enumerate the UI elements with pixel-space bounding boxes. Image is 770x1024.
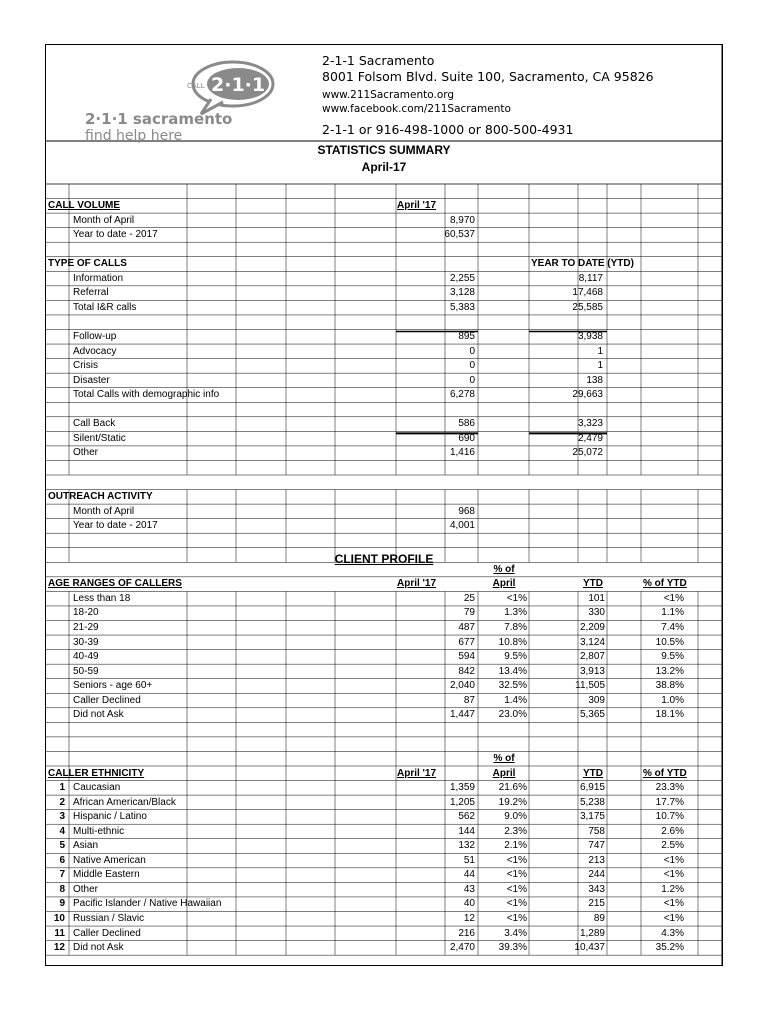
call-type-ytd-value: 3,938 (577, 331, 603, 342)
age-month-value: 1,447 (449, 709, 475, 721)
ethnicity-label: Russian / Slavic (73, 913, 145, 924)
call-type-label: Crisis (73, 360, 98, 372)
ethnicity-number: 6 (59, 854, 65, 866)
age-range-label: Less than 18 (73, 592, 131, 604)
age-month-header: April '17 (397, 578, 437, 590)
call-type-month-value: 0 (469, 345, 475, 357)
call-type-month-value: 5,383 (449, 301, 475, 313)
call-type-ytd-value: 8,117 (578, 272, 603, 284)
age-ytd-value: 309 (588, 694, 605, 706)
eth-month-header: April '17 (397, 767, 437, 779)
call-type-label: Follow-up (73, 331, 117, 342)
call-type-ytd-value: 29,663 (572, 389, 603, 401)
call-volume-label: Month of April (73, 214, 135, 226)
ytd-heading: YEAR TO DATE (YTD) (531, 258, 634, 270)
age-pct-value: 13.4% (498, 665, 527, 677)
ethnicity-number: 10 (53, 913, 65, 924)
call-type-ytd-value: 3,323 (577, 418, 603, 430)
eth-month-value: 144 (458, 825, 475, 837)
age-ytd-value: 101 (588, 592, 605, 604)
age-pct-ytd-header: % of YTD (643, 578, 687, 590)
age-month-value: 677 (458, 636, 475, 648)
eth-month-value: 2,470 (449, 942, 475, 954)
page-title: STATISTICS SUMMARY (317, 143, 451, 157)
age-pct-ytd-value: 38.8% (655, 680, 684, 692)
age-ytd-value: 11,505 (575, 680, 605, 692)
eth-pct-ytd-value: 35.2% (655, 942, 684, 954)
eth-pct-value: 2.1% (504, 840, 527, 852)
ethnicity-number: 8 (59, 883, 65, 895)
outreach-label: Year to date - 2017 (73, 520, 158, 532)
logo-tagline: find help here (85, 128, 183, 144)
call-type-month-value: 0 (469, 360, 475, 372)
eth-pct-ytd-value: <1% (663, 898, 684, 910)
age-range-label: 40-49 (73, 651, 99, 663)
call-volume-label: Year to date - 2017 (73, 229, 158, 241)
ethnicity-number: 1 (59, 782, 65, 794)
age-pct-value: <1% (506, 592, 527, 604)
client-profile-heading: CLIENT PROFILE (334, 552, 434, 566)
age-ytd-value: 3,124 (579, 636, 605, 648)
ethnicity-number: 5 (59, 840, 65, 852)
eth-ytd-value: 215 (588, 898, 605, 910)
call-type-label: Information (73, 272, 124, 284)
age-month-value: 25 (463, 592, 475, 604)
call-volume-month-value: 8,970 (449, 214, 475, 226)
age-pct-ytd-value: <1% (663, 592, 684, 604)
eth-pct-value: <1% (506, 869, 527, 881)
age-pct-value: 1.3% (504, 607, 527, 619)
age-pct-value: 32.5% (498, 680, 527, 692)
call-type-month-value: 1,416 (449, 447, 475, 459)
age-pct-ytd-value: 1.1% (661, 607, 684, 619)
eth-month-value: 43 (463, 883, 475, 895)
age-ranges-heading: AGE RANGES OF CALLERS (48, 578, 182, 590)
eth-pct-value: 19.2% (498, 796, 527, 808)
call-type-ytd-value: 1 (597, 360, 603, 372)
website-link[interactable]: www.211Sacramento.org (322, 89, 455, 101)
eth-pct-ytd-value: 23.3% (655, 782, 684, 794)
age-pct-ytd-value: 10.5% (655, 636, 684, 648)
logo-badge-small: CALL (187, 82, 205, 90)
call-volume-heading: CALL VOLUME (48, 200, 121, 212)
call-type-month-value: 586 (458, 418, 475, 430)
logo-brand: 2·1·1 sacramento (85, 110, 233, 128)
outreach-month-value: 968 (458, 505, 475, 517)
ethnicity-number: 9 (59, 898, 65, 910)
age-month-value: 842 (458, 665, 475, 677)
call-type-label: Disaster (73, 374, 110, 386)
ethnicity-label: Other (73, 883, 99, 895)
org-name: 2-1-1 Sacramento (322, 53, 435, 68)
eth-month-value: 40 (463, 898, 475, 910)
eth-pct-ytd-value: <1% (663, 913, 684, 924)
eth-ytd-value: 5,238 (579, 796, 605, 808)
age-month-value: 487 (458, 622, 475, 633)
ethnicity-number: 2 (59, 796, 65, 808)
eth-pct-ytd-value: 2.6% (661, 825, 684, 837)
ethnicity-label: Middle Eastern (73, 869, 140, 881)
ethnicity-label: Native American (73, 854, 146, 866)
call-type-month-value: 690 (458, 432, 475, 444)
call-type-label: Advocacy (73, 345, 117, 357)
call-type-ytd-value: 1 (597, 345, 603, 357)
eth-pct-ytd-value: <1% (663, 854, 684, 866)
age-pct-ytd-value: 18.1% (655, 709, 684, 721)
eth-pct-value: <1% (506, 883, 527, 895)
eth-pct-ytd-value: <1% (663, 869, 684, 881)
eth-ytd-value: 89 (593, 913, 605, 924)
call-type-label: Total I&R calls (73, 301, 137, 313)
ethnicity-number: 7 (59, 869, 65, 881)
outreach-label: Month of April (73, 505, 135, 517)
eth-month-value: 1,205 (449, 796, 475, 808)
call-type-label: Referral (73, 287, 109, 299)
age-pct-value: 9.5% (504, 651, 527, 663)
eth-month-value: 12 (463, 913, 475, 924)
call-type-ytd-value: 25,072 (572, 447, 603, 459)
age-month-value: 2,040 (449, 680, 475, 692)
ethnicity-label: Did not Ask (73, 942, 124, 954)
call-type-month-value: 2,255 (449, 272, 475, 284)
type-of-calls-heading: TYPE OF CALLS (48, 258, 127, 270)
eth-pct-value: 2.3% (504, 825, 527, 837)
eth-month-value: 51 (463, 854, 475, 866)
eth-ytd-header: YTD (583, 767, 603, 779)
eth-pct-value: 21.6% (498, 782, 527, 794)
ethnicity-label: Pacific Islander / Native Hawaiian (73, 898, 222, 910)
age-pct-value: 10.8% (498, 636, 527, 648)
age-month-value: 79 (463, 607, 475, 619)
eth-ytd-value: 343 (588, 883, 605, 895)
eth-pct-value: 9.0% (504, 811, 527, 823)
call-type-label: Total Calls with demographic info (73, 389, 220, 401)
age-range-label: 18-20 (73, 607, 99, 619)
eth-pct-header-bottom: April (492, 767, 516, 779)
call-type-month-value: 0 (469, 374, 475, 386)
ethnicity-label: African American/Black (73, 796, 176, 808)
eth-pct-ytd-value: 17.7% (655, 796, 684, 808)
phone-numbers: 2-1-1 or 916-498-1000 or 800-500-4931 (322, 122, 574, 137)
age-ytd-header: YTD (583, 578, 603, 590)
ethnicity-label: Caller Declined (73, 927, 141, 939)
age-pct-value: 23.0% (498, 709, 527, 721)
eth-pct-value: <1% (506, 898, 527, 910)
eth-pct-value: 39.3% (498, 942, 527, 954)
age-pct-ytd-value: 1.0% (661, 694, 684, 706)
age-month-value: 594 (458, 651, 475, 663)
age-ytd-value: 5,365 (579, 709, 605, 721)
age-pct-ytd-value: 9.5% (661, 651, 684, 663)
age-ytd-value: 330 (588, 607, 605, 619)
call-type-ytd-value: 25,585 (572, 301, 603, 313)
age-pct-header-bottom: April (492, 578, 516, 590)
age-range-label: 30-39 (73, 636, 99, 648)
age-ytd-value: 3,913 (579, 665, 605, 677)
ethnicity-number: 4 (59, 825, 65, 837)
age-month-value: 87 (463, 694, 475, 706)
age-ytd-value: 2,807 (579, 651, 605, 663)
eth-ytd-value: 747 (588, 840, 605, 852)
eth-ytd-value: 3,175 (579, 811, 605, 823)
eth-ytd-value: 10,437 (574, 942, 605, 954)
ethnicity-label: Caucasian (73, 782, 121, 794)
age-range-label: 50-59 (73, 665, 99, 677)
eth-month-value: 562 (458, 811, 475, 823)
call-type-ytd-value: 138 (586, 374, 603, 386)
eth-month-value: 1,359 (449, 782, 475, 794)
ethnicity-number: 12 (53, 942, 65, 954)
statistics-sheet (45, 44, 723, 966)
eth-pct-ytd-header: % of YTD (643, 767, 687, 779)
eth-pct-value: <1% (506, 854, 527, 866)
eth-ytd-value: 213 (588, 854, 605, 866)
age-range-label: Did not Ask (73, 709, 124, 721)
age-pct-value: 1.4% (504, 694, 527, 706)
outreach-heading: OUTREACH ACTIVITY (48, 491, 153, 503)
call-type-label: Other (73, 447, 99, 459)
ethnicity-heading: CALLER ETHNICITY (48, 767, 145, 779)
ethnicity-label: Multi-ethnic (73, 825, 125, 837)
eth-pct-ytd-value: 10.7% (655, 811, 684, 823)
age-pct-value: 7.8% (504, 622, 527, 633)
age-range-label: Caller Declined (73, 694, 141, 706)
call-type-ytd-value: 17,468 (572, 287, 603, 299)
call-type-label: Call Back (73, 418, 116, 430)
age-pct-ytd-value: 7.4% (661, 622, 684, 633)
age-ytd-value: 2,209 (579, 622, 605, 633)
call-type-month-value: 895 (458, 331, 475, 342)
logo-badge-main: 2·1·1 (211, 74, 266, 96)
eth-month-value: 44 (463, 869, 475, 881)
eth-ytd-value: 758 (588, 825, 605, 837)
call-type-month-value: 6,278 (449, 389, 475, 401)
call-type-month-value: 3,128 (449, 287, 475, 299)
call-type-label: Silent/Static (73, 432, 126, 444)
ethnicity-label: Hispanic / Latino (73, 811, 147, 823)
call-volume-month-header: April '17 (397, 200, 437, 212)
eth-ytd-value: 1,289 (579, 927, 605, 939)
period: April-17 (361, 160, 407, 174)
ethnicity-number: 11 (54, 927, 65, 939)
facebook-link[interactable]: www.facebook.com/211Sacramento (322, 103, 511, 115)
age-pct-ytd-value: 13.2% (655, 665, 684, 677)
eth-month-value: 216 (458, 927, 475, 939)
logo (83, 54, 313, 144)
eth-pct-ytd-value: 4.3% (661, 927, 684, 939)
age-range-label: Seniors - age 60+ (73, 680, 153, 692)
age-range-label: 21-29 (73, 622, 99, 633)
eth-pct-value: <1% (506, 913, 527, 924)
eth-pct-ytd-value: 2.5% (661, 840, 684, 852)
call-type-ytd-value: 2,479 (577, 432, 603, 444)
eth-pct-header-top: % of (493, 752, 515, 764)
eth-pct-value: 3.4% (504, 927, 527, 939)
eth-pct-ytd-value: 1.2% (661, 883, 684, 895)
outreach-month-value: 4,001 (449, 520, 475, 532)
eth-ytd-value: 244 (588, 869, 605, 881)
ethnicity-number: 3 (59, 811, 65, 823)
eth-month-value: 132 (458, 840, 475, 852)
age-pct-header-top: % of (493, 563, 515, 575)
org-address: 8001 Folsom Blvd. Suite 100, Sacramento, CA 95826 (322, 69, 654, 84)
ethnicity-label: Asian (73, 840, 99, 852)
eth-ytd-value: 6,915 (579, 782, 605, 794)
call-volume-month-value: 60,537 (444, 229, 475, 241)
